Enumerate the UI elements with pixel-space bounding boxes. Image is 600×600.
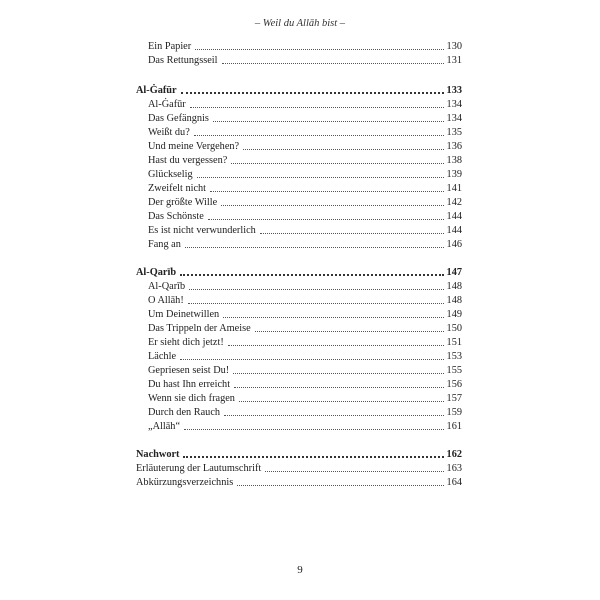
- toc-entry-title: Al-Ġafūr: [148, 99, 186, 110]
- toc-entry: [136, 196, 462, 209]
- toc-entry-title: Das Gefängnis: [148, 113, 209, 124]
- dot-leader: [237, 485, 444, 486]
- toc-entry-page: 153: [446, 351, 462, 362]
- toc-entry-page: 148: [446, 281, 462, 292]
- dot-leader: [189, 289, 444, 290]
- dot-leader: [195, 49, 444, 50]
- toc-entry-page: 156: [446, 379, 462, 390]
- dot-leader: [260, 233, 444, 234]
- toc-entry: [136, 406, 462, 419]
- toc-entry: [136, 182, 462, 195]
- toc-entry-title: Al-Qarīb: [136, 267, 177, 278]
- toc-entry-page: 141: [446, 183, 462, 194]
- toc-entry-title: Abkürzungsverzeichnis: [136, 477, 234, 488]
- toc-entry-title: Das Rettungsseil: [148, 55, 218, 66]
- toc-entry-title: Wenn sie dich fragen: [148, 393, 235, 404]
- toc-entry: [136, 154, 462, 167]
- toc-entry-page: 163: [446, 463, 462, 474]
- toc-entry-title: Erläuterung der Lautumschrift: [136, 463, 262, 474]
- toc-entry: [136, 392, 462, 405]
- toc-entry: [136, 238, 462, 251]
- toc-entry-title: Fang an: [148, 239, 181, 250]
- toc-entry: [136, 126, 462, 139]
- dot-leader: [185, 247, 444, 248]
- toc-entry: [136, 40, 462, 53]
- toc-entry-title: Der größte Wille: [148, 197, 218, 208]
- toc-entry-page: 150: [446, 323, 462, 334]
- toc-entry-page: 144: [446, 211, 462, 222]
- dot-leader: [243, 149, 444, 150]
- toc-entry-title: O Allāh!: [148, 295, 184, 306]
- toc-entry: [136, 462, 462, 475]
- toc-entry-page: 134: [446, 99, 462, 110]
- toc-entry-page: 146: [446, 239, 462, 250]
- toc-entry-page: 147: [446, 267, 462, 278]
- toc-entry-page: 162: [446, 449, 462, 460]
- toc-entry-page: 139: [446, 169, 462, 180]
- toc-entry-page: 131: [446, 55, 462, 66]
- dot-leader: [224, 415, 444, 416]
- toc-entry-title: Er sieht dich jetzt!: [148, 337, 224, 348]
- toc-entry: [136, 280, 462, 293]
- dot-leader: [180, 359, 444, 360]
- dot-leader: [183, 456, 444, 458]
- dot-leader: [223, 317, 444, 318]
- toc-entry: [136, 266, 462, 279]
- dot-leader: [184, 429, 444, 430]
- toc-entry: [136, 168, 462, 181]
- toc-entry: [136, 98, 462, 111]
- toc-entry: [136, 224, 462, 237]
- toc-entry-title: Du hast Ihn erreicht: [148, 379, 231, 390]
- toc-entry-title: Glückselig: [148, 169, 193, 180]
- toc-entry: [136, 322, 462, 335]
- dot-leader: [221, 205, 444, 206]
- toc-entry-page: 138: [446, 155, 462, 166]
- toc-entry-page: 149: [446, 309, 462, 320]
- dot-leader: [239, 401, 444, 402]
- dot-leader: [210, 191, 444, 192]
- dot-leader: [208, 219, 444, 220]
- toc-entry: [136, 364, 462, 377]
- toc-entry: [136, 378, 462, 391]
- toc-entry-page: 133: [446, 85, 462, 96]
- toc-entry-page: 164: [446, 477, 462, 488]
- dot-leader: [255, 331, 444, 332]
- toc-entry-page: 151: [446, 337, 462, 348]
- dot-leader: [228, 345, 444, 346]
- toc-entry-title: Das Schönste: [148, 211, 204, 222]
- toc-entry: [136, 476, 462, 489]
- toc-entry-title: Um Deinetwillen: [148, 309, 220, 320]
- toc-entry: [136, 420, 462, 433]
- dot-leader: [190, 107, 444, 108]
- toc-entry-title: Weißt du?: [148, 127, 190, 138]
- toc-entry-title: Ein Papier: [148, 41, 192, 52]
- toc-entry-page: 155: [446, 365, 462, 376]
- dot-leader: [231, 163, 444, 164]
- dot-leader: [188, 303, 444, 304]
- toc-entry-title: Und meine Vergehen?: [148, 141, 240, 152]
- dot-leader: [194, 135, 444, 136]
- toc-entry: [136, 210, 462, 223]
- toc-entry: [136, 350, 462, 363]
- dot-leader: [222, 63, 445, 64]
- toc-entry-page: 148: [446, 295, 462, 306]
- dot-leader: [180, 274, 444, 276]
- toc-entry-title: Durch den Rauch: [148, 407, 221, 418]
- toc-entry-title: Nachwort: [136, 449, 180, 460]
- dot-leader: [213, 121, 444, 122]
- toc-entry-title: Es ist nicht verwunderlich: [148, 225, 256, 236]
- dot-leader: [234, 387, 444, 388]
- toc-entry: [136, 294, 462, 307]
- toc-entry-page: 135: [446, 127, 462, 138]
- running-head: – Weil du Allāh bist –: [254, 18, 346, 29]
- toc-entry: [136, 308, 462, 321]
- toc-entry-page: 161: [446, 421, 462, 432]
- toc-entry-page: 136: [446, 141, 462, 152]
- toc-entry-title: Das Trippeln der Ameise: [148, 323, 251, 334]
- toc-entry-title: „Allāh“: [148, 421, 181, 432]
- toc-entry-title: Al-Ġafūr: [136, 85, 177, 96]
- toc-entry-page: 144: [446, 225, 462, 236]
- dot-leader: [265, 471, 444, 472]
- toc-entry: [136, 112, 462, 125]
- toc-entry-title: Gepriesen seist Du!: [148, 365, 230, 376]
- toc-entry-title: Hast du vergessen?: [148, 155, 228, 166]
- toc-entry: [136, 54, 462, 67]
- dot-leader: [181, 92, 444, 94]
- toc-entry-page: 159: [446, 407, 462, 418]
- page-number: 9: [297, 564, 303, 576]
- toc-entry-page: 157: [446, 393, 462, 404]
- toc-entry-title: Al-Qarīb: [148, 281, 186, 292]
- toc-entry-page: 130: [446, 41, 462, 52]
- toc-entry: [136, 448, 462, 461]
- toc-entry-title: Zweifelt nicht: [148, 183, 207, 194]
- toc-entry: [136, 84, 462, 97]
- toc-entry: [136, 336, 462, 349]
- dot-leader: [197, 177, 444, 178]
- dot-leader: [233, 373, 444, 374]
- toc-entry-page: 134: [446, 113, 462, 124]
- toc-entry: [136, 140, 462, 153]
- toc-entry-title: Lächle: [148, 351, 177, 362]
- toc-entry-page: 142: [446, 197, 462, 208]
